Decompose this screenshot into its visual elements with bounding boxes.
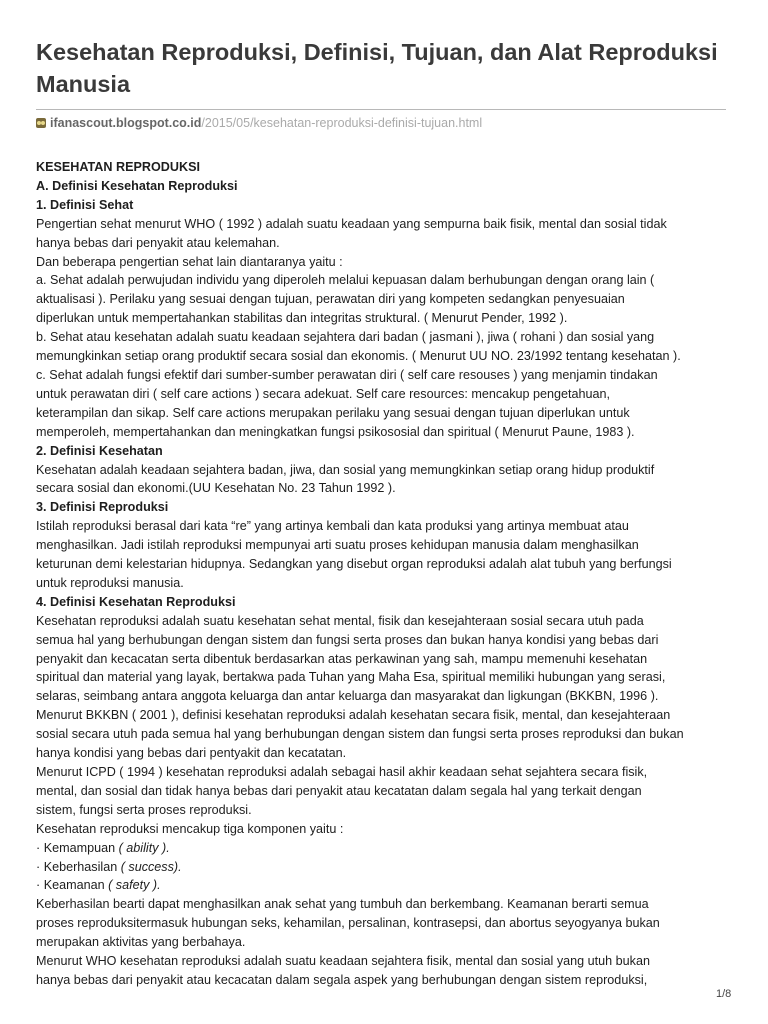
text-line: semua hal yang berhubungan dengan sistem dan fungsi serta proses dan bukan hanya kondisi yang bebas dari	[36, 632, 659, 647]
list-item	[36, 839, 741, 858]
text-line: Kesehatan adalah keadaan sejahtera badan, jiwa, dan sosial yang memungkinkan setiap orang hidup produktif	[36, 462, 655, 477]
text-line: selaras, seimbang antara anggota keluarga dan antar keluarga dan masyarakat dan ligkungan (BKKBN, 1996 ).	[36, 689, 659, 704]
text-line: memungkinkan setiap orang produktif secara sosial dan ekonomis. ( Menurut UU NO. 23/1992 tentang kesehatan ).	[36, 349, 681, 364]
page-number: 1/8	[716, 988, 732, 1000]
text-line: hanya bebas dari penyakit atau kelemahan.	[36, 235, 280, 250]
text-line: Keberhasilan bearti dapat menghasilkan anak sehat yang tumbuh dan berkembang. Keamanan berarti semua	[36, 897, 649, 912]
section-heading: KESEHATAN REPRODUKSI	[36, 160, 200, 174]
subsection-heading: A. Definisi Kesehatan Reproduksi	[36, 178, 238, 193]
text-line: aktualisasi ). Perilaku yang sesuai dengan tujuan, perawatan diri yang kompeten sedangkan penyesuaian	[36, 292, 625, 307]
text-line: Menurut WHO kesehatan reproduksi adalah suatu keadaan sejahtera fisik, mental dan sosial yang utuh bukan	[36, 954, 650, 969]
list-item-text: · Keberhasilan	[36, 859, 121, 874]
article-body	[36, 158, 741, 990]
text-line: a. Sehat adalah perwujudan individu yang diperoleh melalui kepuasan dalam berhubungan dengan orang lain (	[36, 273, 655, 288]
list-item-text: · Keamanan	[36, 878, 109, 893]
text-line: proses reproduksitermasuk hubungan seks, kehamilan, persalinan, kontrasepsi, dan abortus seyogyanya bukan	[36, 916, 660, 931]
text-line: sosial secara utuh pada semua hal yang berhubungan dengan sistem dan fungsi serta proses reproduksi dan bukan	[36, 727, 684, 742]
text-line: keterampilan dan sikap. Self care actions merupakan perilaku yang sesuai dengan tujuan diperlukan untuk	[36, 405, 630, 420]
text-line: b. Sehat atau kesehatan adalah suatu keadaan sejahtera dari badan ( jasmani ), jiwa ( rohani ) dan sosial yang	[36, 330, 655, 345]
text-line: penyakit dan kecacatan serta dibentuk berdasarkan atas perkawinan yang sah, mampu memenuhi kesehatan	[36, 651, 648, 666]
text-line: Kesehatan reproduksi mencakup tiga komponen yaitu :	[36, 821, 344, 836]
text-line: hanya bebas dari penyakit atau kecacatan dalam segala aspek yang berhubungan dengan sistem reproduksi,	[36, 972, 648, 987]
text-line: Pengertian sehat menurut WHO ( 1992 ) adalah suatu keadaan yang sempurna baik fisik, mental dan sosial tidak	[36, 216, 667, 231]
text-line: Kesehatan reproduksi adalah suatu kesehatan sehat mental, fisik dan kesejahteraan sosial secara utuh pada	[36, 613, 644, 628]
item-heading: 2. Definisi Kesehatan	[36, 443, 163, 458]
site-favicon-icon	[36, 118, 46, 128]
text-line: mental, dan sosial dan tidak hanya bebas dari penyakit atau kecatatan dalam segala hal yang terkait dengan	[36, 783, 642, 798]
list-item-text: · Kemampuan	[36, 840, 119, 855]
text-line: untuk reproduksi manusia.	[36, 575, 184, 590]
text-line: c. Sehat adalah fungsi efektif dari sumber-sumber perawatan diri ( self care resouses ) yang menjamin tindakan	[36, 367, 658, 382]
page-title: Kesehatan Reproduksi, Definisi, Tujuan, dan Alat Reproduksi Manusia	[36, 39, 718, 97]
source-link[interactable]	[36, 116, 482, 130]
list-item	[36, 858, 741, 877]
item-heading: 3. Definisi Reproduksi	[36, 500, 169, 515]
text-line: diperlukan untuk mempertahankan stabilitas dan integritas struktural. ( Menurut Pender, 1992 ).	[36, 311, 568, 326]
item-heading: 1. Definisi Sehat	[36, 197, 134, 212]
item-heading: 4. Definisi Kesehatan Reproduksi	[36, 594, 236, 609]
list-item	[36, 876, 741, 895]
text-line: Menurut ICPD ( 1994 ) kesehatan reproduksi adalah sebagai hasil akhir keadaan sehat sejahtera secara fisik,	[36, 765, 648, 779]
list-item-note: ( success).	[120, 859, 182, 874]
text-line: Menurut BKKBN ( 2001 ), definisi kesehatan reproduksi adalah kesehatan secara fisik, mental, dan kesejahteraan	[36, 708, 671, 723]
list-item-note: ( safety ).	[108, 878, 161, 893]
text-line: keturunan demi kelestarian hidupnya. Sedangkan yang disebut organ reproduksi adalah alat tubuh yang berfungsi	[36, 557, 672, 572]
source-path[interactable]: /2015/05/kesehatan-reproduksi-definisi-tujuan.html	[201, 116, 483, 130]
text-line: merupakan aktivitas yang berbahaya.	[36, 935, 246, 950]
text-line: Istilah reproduksi berasal dari kata “re” yang artinya kembali dan kata produksi yang artinya membuat atau	[36, 519, 629, 534]
text-line: hanya kondisi yang bebas dari pentyakit dan kecatatan.	[36, 746, 347, 761]
text-line: sistem, fungsi serta proses reproduksi.	[36, 802, 252, 817]
text-line: spiritual dan material yang layak, bertakwa pada Tuhan yang Maha Esa, spiritual memiliki hubungan yang serasi,	[36, 670, 666, 685]
text-line: untuk perawatan diri ( self care actions ) secara adekuat. Self care resources: mencakup pengetahuan,	[36, 386, 611, 401]
source-domain[interactable]: ifanascout.blogspot.co.id	[50, 116, 202, 130]
text-line: memperoleh, mempertahankan dan meningkatkan fungsi psikososial dan spiritual ( Menurut Paune, 1983 ).	[36, 424, 635, 439]
text-line: secara sosial dan ekonomi.(UU Kesehatan No. 23 Tahun 1992 ).	[36, 481, 396, 496]
text-line: menghasilkan. Jadi istilah reproduksi mempunyai arti suatu proses kehidupan manusia dalam menghasilkan	[36, 538, 639, 553]
list-item-note: ( ability ).	[118, 840, 170, 855]
text-line: Dan beberapa pengertian sehat lain diantaranya yaitu :	[36, 254, 343, 269]
title-divider	[36, 109, 726, 110]
